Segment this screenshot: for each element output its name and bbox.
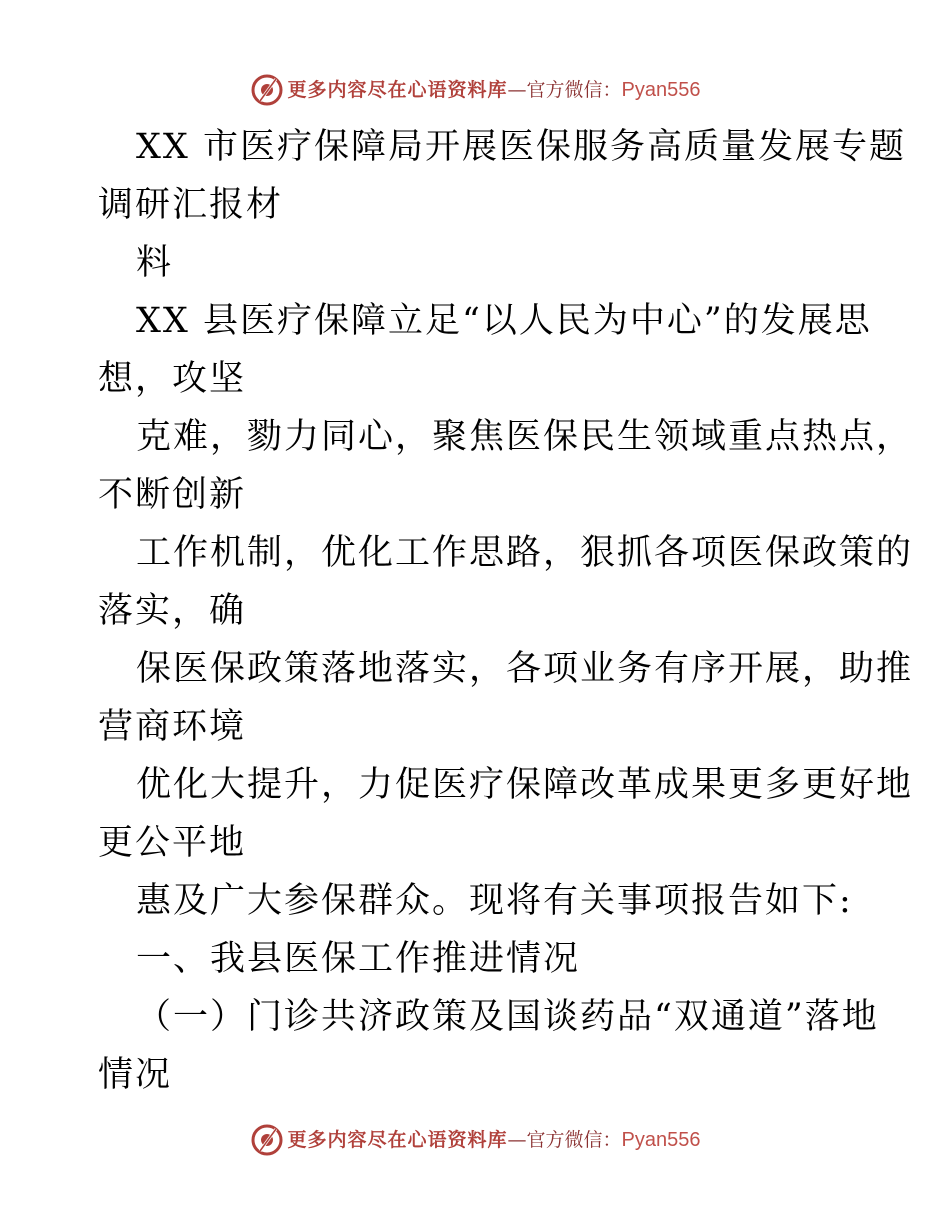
title-line-1: XX 市医疗保障局开展医保服务高质量发展专题 — [136, 127, 906, 167]
paragraph-line: 优化大提升，力促医疗保障改革成果更多更好地 — [136, 765, 914, 805]
subsection-heading: （一）门诊共济政策及国谈药品“双通道”落地 — [136, 997, 879, 1037]
watermark-dash: — — [507, 1129, 527, 1151]
section-heading: 一、我县医保工作推进情况 — [136, 939, 581, 979]
paragraph-line: 不断创新 — [98, 475, 247, 515]
paragraph-line: XX 县医疗保障立足“以人民为中心”的发展思 — [136, 301, 872, 341]
paragraph-line: 惠及广大参保群众。现将有关事项报告如下: — [136, 881, 853, 921]
watermark-main-text: 更多内容尽在心语资料库 — [287, 1129, 508, 1151]
paragraph-line: 营商环境 — [98, 707, 247, 747]
watermark-dash: — — [507, 79, 527, 101]
paragraph-line: 工作机制，优化工作思路，狠抓各项医保政策的 — [136, 533, 914, 573]
paragraph-line: 克难，勠力同心，聚焦医保民生领域重点热点， — [136, 417, 914, 457]
paragraph-line: 保医保政策落地落实，各项业务有序开展，助推 — [136, 649, 914, 689]
watermark-sub-text: 官方微信： — [526, 79, 622, 101]
document-body — [98, 118, 914, 1104]
paragraph-line: 想，攻坚 — [98, 359, 247, 399]
title-line-2: 调研汇报材 — [98, 185, 284, 225]
watermark-sub-text: 官方微信： — [526, 1129, 622, 1151]
watermark-id: Pyan556 — [621, 1129, 701, 1151]
logo-icon — [250, 1123, 284, 1157]
subsection-heading-cont: 情况 — [98, 1055, 173, 1095]
paragraph-line: 更公平地 — [98, 823, 247, 863]
watermark-id: Pyan556 — [621, 79, 701, 101]
watermark-footer — [0, 1120, 950, 1160]
paragraph-line: 落实，确 — [98, 591, 247, 631]
watermark-main-text: 更多内容尽在心语资料库 — [287, 79, 508, 101]
logo-icon — [250, 73, 284, 107]
title-line-3: 料 — [136, 243, 174, 283]
watermark-header — [0, 70, 950, 110]
